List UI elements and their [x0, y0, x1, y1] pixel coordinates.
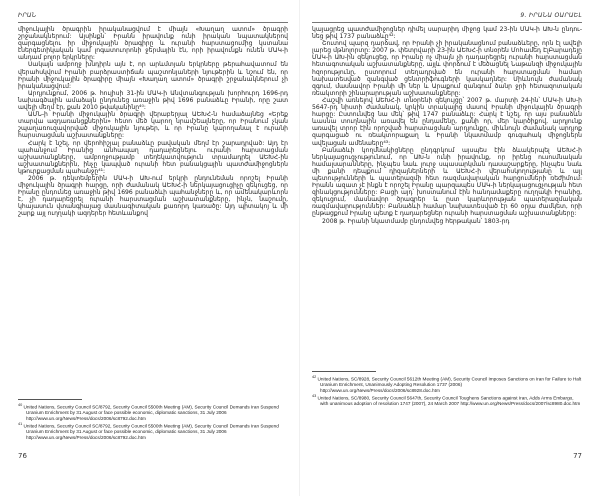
left-paragraph: ԱՄՆ-ի Իրանի միջուկային ծրագրի վերաբերյալ ԱԵԽՀ-ն համաձայնեց «Երեք տարվա ազդառանցքներին» հետո մեծ կարող նրամշեալները, որ Իրանում չկան շպաղառուզավորված միջուկային նյութեր, և որ Իրանը կարողանալ է ուրանի հարստացման աշխատանքները: — [18, 111, 288, 140]
footnote-number: 43 — [312, 393, 317, 398]
footnote — [312, 394, 582, 407]
footnote-text: United Nations, SC/8928, Security Council 5612th Meeting (AM), Security Council Imposes Sanctions on Iran for Failure to Halt Uranium Enrichment, Unanimously Adopting Resolution 1737 (2006) http://www.un.org/News/Press/docs/2006/sc8928.doc.htm — [317, 376, 582, 393]
page-number-left: 76 — [18, 452, 27, 460]
footnote-rule-left — [18, 399, 82, 400]
right-paragraph: 2008 թ. Իրանի նկատմամբ ընդունվեց հերթական՝ 1803-րդ — [322, 217, 510, 225]
footnote-rule-right — [312, 371, 376, 372]
right-body-text — [312, 26, 582, 225]
left-paragraph: 2006 թ. դեկտեմբերին ՄԱԿ-ի ԱԽ-ում երկրի ընդունեման որոշել Իրանի միջուկային ծրագրի հարցը, որի ժամանակ ԱԵԽՀ-ի ներկայացուցիչը զեկուցեց, որ Իրանը ընդունեց առաջին թիվ 1696 բանաձևի պահանջները և, որ ամենակարևորն է, չի դադարեցրել ուրանի հարստացման աշխատանքները, ինչն, նաշումը, կհայասուն վտանգիայաց մասնագիտական քառորդ կառածը: Այդ պիտակոյ և մի շարք այլ ուղղակի ազդերեր հետևանքով — [18, 174, 288, 218]
left-paragraph: Հարկ է նշել, որ վերոհիշյալ բանաձևը բավական մեղմ էր շարադրված: Այդ էր պահանջում Իրանից անհապաղ դադարեցնելու ուրանի հարստացման աշխատանքները, ամբողջությամբ տեղեկատվություն տրամադրել ԱԵԽՀ-ին աշխատանքներին, ինչը կապված ուրանի հետ բանակցային պատժամիջոցներն կթուրքացման պահանջը⁴¹: — [18, 139, 288, 175]
header-rule-right — [312, 22, 582, 23]
footnote — [18, 403, 288, 421]
footnote — [18, 422, 288, 440]
footnote-text: United Nations, SC/8980, Security Council 5647th, Security Council Toughens Sanctions against Iran, Adds Arms Embargo, with unanimous adoption of resolution 1747 (2007), 24 March 2007 http://www.un.org/News/Press/docs/2007/sc8980.doc.htm — [317, 395, 581, 407]
right-page — [300, 0, 600, 496]
footnote-text: United Nations, Security Council SC/8792, Security Council 5500th Meeting (AM), Security Council Demands Iran Suspend Uranium Enrichment by 31 August or face possible economic, diplomatic sanctions, 31 July 2006 http://www.un.org/News/Press/docs/2006/sc8792.doc.htm — [23, 404, 279, 421]
right-paragraph: Բանաձևի կողմնակիցները ընդգրկում այսպես էին ձևակերպել ԱԵԽՀ-ի ներկայացուցչությունում, որ ԱԽ-ն ունի իրավունք, որ իրենց ուսումնական համալսարանները, ինչպես նաև լուրջ սպասարկման դասաշարքերը, ինչպես նաև մի քանի դեպքում դիզայներների և ԱԵԽՀ-ի վերահսկողությանը և այլ պետությունների և պատերազմի հետ ռազմավարական հարցումների ռեժիմում։ Իրանն ազատ չէ ինքն է որոշել Իրանը պարզապես ՄԱԿ-ի ներկայացուցչության հետ զինակցությունները: Բացի այդ՝ խոստանում էին հանդամաքերը ուղղակի Իրանից, զեկուցում, մասնավոր ծրագրեր և ըստ կարևորության պատերազմական ռազմավարություններ: Բանաձևի համար նախատեսված էր 60 օրյա ժամկետ, որի ընթացքում Իրանը պետք է դադարեցներ ուրանի հարստացման աշխատանքները: — [312, 146, 582, 218]
left-body-text — [18, 26, 288, 218]
left-paragraph: Սակայն ամբողջ խնդիրն այն է, որ արևմտյան երկրները թերահավատում են վերահսկվում Իրանի բարձրաստիճան պաշտոնյաների նյութերին և նշում են, որ Իրանի միջուկային ծրագիրը միայն «Խաղաղ ատոմ» ծրագրի շրջանակներում չի իրականացվում: — [18, 61, 288, 90]
page-number-right: 77 — [573, 452, 582, 460]
left-paragraph: Արդյունքում, 2006 թ. հուլիսի 31-ին ՄԱԿ-ի Անվտանգության խորհուրդ 1696-րդ նախագծային ամաձայն ընդունեց առաջին թիվ 1696 բանաձևը Իրանի, որը շատ ավելի մեղմ էր, քան 2010 թվականինը⁴⁰: — [18, 89, 288, 112]
footnote-number: 41 — [18, 421, 23, 426]
right-paragraph: Հաշվի առնելով ԱԵԽՀ-ի տնօրենի զեկույցը՝ 2007 թ. մարտի 24-ին՝ ՄԱԿ-ի ԱԽ-ի 5647-րդ նիստի ժամանակ, կրկին տրակայից մասով Իրանի միջուկային ծրագրի հարցը: Ըստունվեց նա մեկ՝ թիվ 1747 բանաձևը: Հարկ է նշել, որ այս բանաձևն ևասնա տուղնային առավել են ընդամենը, քանի որ, մեր կարծիքով, արդյունք առավել տրոր էին որոշված հարստացման արդյունքը, միևնույն ժամանակ արդյոք զարգացած ու ռեակտորաքաղ և Իրանի նկատմամբ գուգահակ միջոցներն ավելացան ամենաերը⁴³: — [312, 96, 582, 147]
footnote-number: 40 — [18, 403, 23, 407]
footnote-text: United Nations, Security Council SC/8792, Security Council 5500th Meeting (AM), Security Council Demands Iran Suspend Uranium Enrichment by 31 August or face possible economic, diplomatic sanctions, 31 July 2006 http://www.un.org/News/Press/docs/2006/sc8792.doc.htm — [23, 423, 279, 440]
footnote — [312, 375, 582, 393]
footnote-number: 42 — [312, 375, 317, 379]
running-head-left: ԻՐԱՆ — [18, 12, 37, 19]
running-head-right: 9. ԻՐԱՆԱ ՕԱՐԱԵԼ — [520, 12, 582, 19]
header-rule-left — [18, 22, 288, 23]
left-footnotes — [18, 403, 288, 441]
right-footnotes — [312, 375, 582, 407]
left-paragraph: միջուկային ծրագրին իրականացվում է միայն «Խաղաղ ատոմ» ծրագրի շրջանակներում: Այսինքն՝ Իրանն իրավունք ունի իրական նպատակներով զարգացնելու իր միջուկային ծրագիրը և ուրանի հարստացումից կստանա էներգետիկական կամ լոգատուորոնի ջերմային էն, որի իրավունքն ունեն ՄԱԿ-ի անդամ բոլոր երկրները: — [18, 26, 288, 62]
right-paragraph: Շուտով պարզ դարձավ, որ Իրանի չի իրականացնում բանաձևերը, որն էլ ավելի լարեց մթնոլորտը: 2007 թ. փետրվարի 23-ին ԱԵԽՀ-ի տնօրեն Մոհամեդ ԷլԲարադեյը ՄԱԿ-ի ԱԽ-ին զեկուցեց, որ Իրանը ոչ միայն չի դադարեցրել ուրանի հարստացման հետագոտական աշխատանքները, այլև փորձում է մեծացնել Նաթանզի միջուկային հզորությունը, ըստորում տեղադրված են ուրանի հարստացման համար նախատեսված զանգված ցենտրիֆուգների կասկադներ: Միևնույն ժամանակ զգում, մասնավոր Իրանի մի ներ և Արաքում զանգում ծանր ջրի հետազոտական ռեակտորի շինարարության աշխատանքները: — [312, 40, 582, 97]
right-paragraph: կայացրեց պատժամիջոցներ դիմել սարարիդ միջոց կամ 23-ին ՄԱԿ-ի ԱԽ-ն ընդունեց թիվ 1737 բանաձևը⁴²: — [312, 26, 582, 41]
